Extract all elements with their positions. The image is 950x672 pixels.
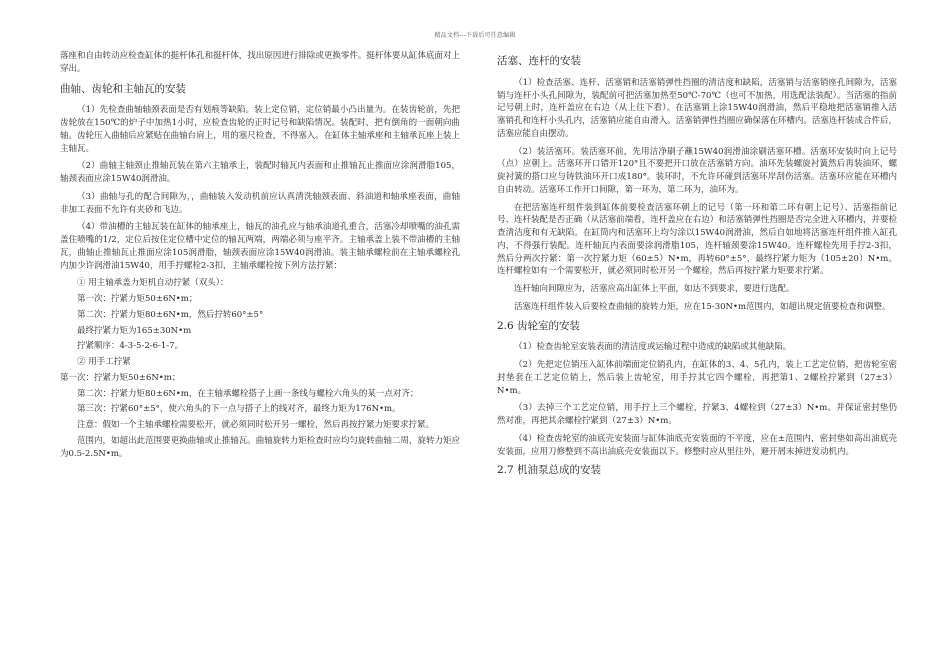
crankshaft-paragraph-2: （2）曲轴主轴颈止推轴瓦装在第六主轴承上，装配时轴瓦内表面和止推轴瓦止推面应涂润滑脂105，轴颈表面应涂15W40润滑油。 [60,161,460,184]
left-intro-paragraph: 落座和自由转动应检查缸体的挺杆体孔和挺杆体，找出原因进行排除或更换零件。挺杆体要从缸体底面对上穿出。 [60,51,460,74]
torque-step-item: 最终拧紧力矩为165±30N•m [77,325,192,336]
page-header: 精品文档---下载后可任意编辑 [434,32,516,39]
torque-step-item: 拧紧顺序：4-3-5-2-6-1-7。 [77,341,184,352]
crankshaft-paragraph-4: （4）带油槽的主轴瓦装在缸体的轴承座上，轴瓦的油孔应与轴承油道孔重合，活塞冷却喷嘴的油孔需盖住喷嘴的1/2，定位后按住定位槽中定位的轴瓦两端，两端必须与座平齐。主轴承盖上装不带油槽的主轴瓦，曲轴止推轴瓦止推面应涂105润滑脂，轴颈表面应涂15W40润滑油。装主轴承螺栓前在主轴承螺栓孔内加少许润滑油15W40，用手拧螺栓2-3扣，主轴承螺栓按下列方法拧紧： [60,222,460,271]
piston-paragraph-1: （1）检查活塞、连杆、活塞销和活塞销弹性挡圈的清洁度和缺陷，活塞销与活塞销座孔间隙为，活塞销与连杆小头孔间隙为，装配前可把活塞加热至50℃-70℃（也可不加热，用选配法装配）。当活塞的指前记号朝上时，连杆盖应在右边（从上往下看）。在活塞销上涂15W40润滑油，然后平稳地把活塞销推入活塞销孔和连杆小头孔内，活塞销应能自由滑入。活塞销弹性挡圈应确保落在环槽内。活塞连杆装成合件后，活塞应能自由摆动。 [497,77,897,139]
piston-paragraph-2: （2）装活塞环。装活塞环前，先用洁净刷子蘸15W40润滑油涂刷活塞环槽。活塞环安装时向上记号（点）应朝上。活塞环开口错开120°且不要把开口放在活塞销方向。油环先装螺旋衬簧然后再装油环，螺旋衬簧的搭口应与铸铁油环开口成180°。装环时，不允许环碰到活塞环岸刮伤活塞。活塞环应能在环槽内自由转动。活塞环工作开口间隙，第一环为，第二环为，油环为。 [497,146,897,195]
crankshaft-paragraph-3: （3）曲轴与孔的配合间隙为，，曲轴装入发动机前应认真清洗轴颈表面、斜油道和轴承座表面，曲轴非加工表面不允许有夹砂和飞边。 [60,191,460,215]
section-heading-oil-pump: 2.7 机油泵总成的安装 [497,464,602,477]
torque-step-item: 第三次：拧紧60°±5°，使六角头的下一点与搭子上的线对齐，最终力矩为176N•m。 [77,404,401,415]
gear-chamber-paragraph-2: （2）先把定位销压入缸体前端面定位销孔内，在缸体的3、4、5孔内，装上工艺定位销，把齿轮室密封垫套在工艺定位销上，然后装上齿轮室，用手拧其它四个螺栓，再把第1、2螺栓拧紧到（27±3）N•m。 [497,360,897,396]
crankshaft-paragraph-1: （1）先检查曲轴轴颈表面是否有划痕等缺陷。装上定位销，定位销最小凸出量为。在装齿轮前，先把齿轮放在150℃的炉子中加热1小时，应检查齿轮的正时记号和缺陷情况。装配时，把有倒角的一面朝向曲轴。齿轮压入曲轴后应紧贴在曲轴台肩上，用的塞尺检查，不得塞入。在缸体主轴承座和主轴承瓦座上装上主轴瓦。 [60,105,460,154]
torque-note: 注意：假如一个主轴承螺栓需要松开，就必须同时松开另一螺栓，然后再按拧紧力矩要求拧紧。 [77,420,435,430]
left-column [60,50,460,465]
torque-step-item: 第一次：拧紧力矩50±6N•m； [60,372,181,383]
section-heading-gear-chamber: 2.6 齿轮室的安装 [497,319,581,332]
right-column [497,50,897,486]
section-heading-crankshaft: 曲轴、齿轮和主轴瓦的安装 [60,82,186,95]
section-heading-piston: 活塞、连杆的安装 [497,55,581,67]
gear-chamber-paragraph-4: （4）检查齿轮室的油底壳安装面与缸体油底壳安装面的不平度，应在±范围内，密封垫如高出油底壳安装面，应用刀修整到不高出油底壳安装面以下。修整时应从里往外，避开屑末掉进发动机内。 [497,433,897,457]
piston-paragraph-5: 活塞连杆组件装入后要检查曲轴的旋转力矩，应在15-30N•m范围内，如超出规定值要检查和调整。 [514,301,891,312]
piston-paragraph-4: 连杆轴向间隙应为，活塞应高出缸体上平面，如达不到要求，要进行选配。 [514,284,795,294]
torque-step-item: 第二次：拧紧力矩80±6N•m，然后拧转60°±5° [77,309,264,320]
gear-chamber-paragraph-3: （3）去掉三个工艺定位销，用手拧上三个螺栓，拧紧3、4螺栓到（27±3）N•m。并保证密封垫仍然对准，再把其余螺栓拧紧到（27±3）N•m。 [497,403,897,426]
torque-step-item: ① 用主轴承盖力矩机自动拧紧（双头）： [77,278,229,289]
gear-chamber-paragraph-1: （1）检查齿轮室安装表面的清洁度或运输过程中造成的缺陷或其他缺陷。 [514,342,792,353]
torque-step-item: ② 用手工拧紧 [77,357,131,367]
torque-step-item: 第二次：拧紧力矩80±6N•m，在主轴承螺栓搭子上画一条线与螺栓六角头的某一点对齐； [77,388,419,399]
torque-step-item: 第一次：拧紧力矩50±6N•m； [77,294,198,304]
piston-paragraph-3: 在把活塞连杆组件装到缸体前要检查活塞环朝上的记号（第一环和第二环有朝上记号）、活塞指前记号、连杆装配是否正确（从活塞前端看，连杆盖应在右边）和活塞销弹性挡圈是否完全进入环槽内，并要检查清洁度和有无缺陷。在缸筒内和活塞环上均匀涂以15W40润滑油，然后自如地将活塞连杆组件推入缸孔内，不得强行装配。连杆轴瓦内表面要涂润滑脂105，连杆轴颈要涂15W40。连杆螺栓先用手拧2-3扣，然后分两次拧紧：第一次拧紧力矩（60±5）N•m，再转60°±5°，最终拧紧力矩为（105±20）N•m。连杆螺栓如有一个需要松开，就必须同时松开另一个螺栓，然后再按拧紧力矩要求拧紧。 [497,202,897,277]
crankshaft-torque-check-paragraph: 范围内，如超出此范围要更换曲轴或止推轴瓦。曲轴旋转力矩检查时应均匀旋转曲轴二周，旋转力矩应为0.5-2.5N•m。 [60,435,460,459]
